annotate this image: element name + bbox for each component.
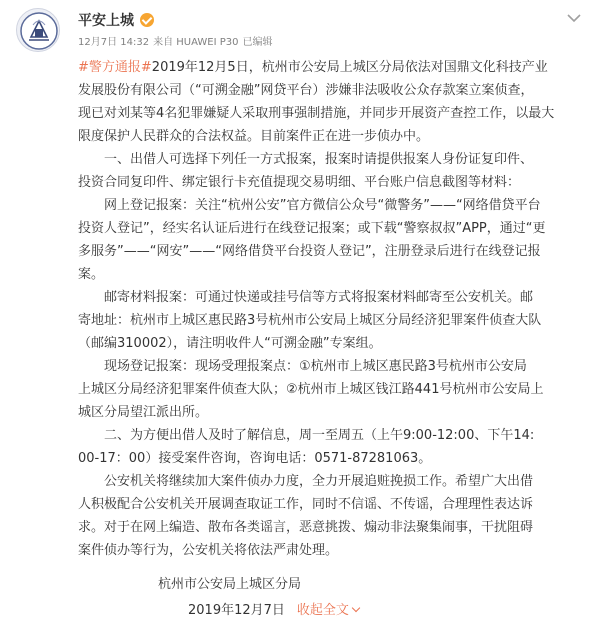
post-text-line xyxy=(78,194,588,217)
post-text-segment: 00-17：00）接受案件咨询，咨询电话：0571-87281063。 xyxy=(78,451,432,466)
post-text-line xyxy=(78,355,588,378)
post-text-segment: 2019年12月5日，杭州市公安局上城区分局依法对国鼎文化科技产业 xyxy=(151,60,548,75)
signature-text: 杭州市公安局上城区分局 xyxy=(158,577,302,592)
post-source: 来自 HUAWEI P30 xyxy=(153,37,239,48)
account-name-text[interactable]: 平安上城 xyxy=(78,13,134,29)
chevron-down-icon[interactable] xyxy=(566,12,582,24)
post-header xyxy=(0,0,600,56)
post-text-segment: 投资合同复印件、绑定银行卡充值提现交易明细、平台账户信息截图等材料： xyxy=(78,175,521,190)
account-name[interactable] xyxy=(78,12,154,30)
post-text-line xyxy=(78,286,588,309)
post-text-segment: 限度保护人民群众的合法权益。目前案件正在进一步侦办中。 xyxy=(78,129,430,144)
collapse-text-link[interactable]: 收起全文 xyxy=(297,603,359,618)
post-text-segment: 案。 xyxy=(78,267,105,282)
post-text-line xyxy=(78,263,588,286)
post-text-line xyxy=(78,424,588,447)
post-text-segment: 城区分局望江派出所。 xyxy=(78,405,209,420)
post-text-line xyxy=(78,309,588,332)
post-text-line xyxy=(78,539,588,562)
post-text-segment: 一、出借人可选择下列任一方式报案，报案时请提供报案人身份证复印件、 xyxy=(104,152,534,167)
verified-badge-icon xyxy=(140,13,154,27)
hashtag-link[interactable]: #警方通报# xyxy=(78,60,152,75)
sign-date: 2019年12月7日 xyxy=(188,603,285,618)
post-text-segment: 二、为方便出借人及时了解信息，周一至周五（上午9:00-12:00、下午14: xyxy=(104,428,535,443)
post-text-line xyxy=(78,378,588,401)
post-text-line xyxy=(78,240,588,263)
post-text-segment: 案件侦办等行为，公安机关将依法严肃处理。 xyxy=(78,543,339,558)
post-text-line xyxy=(78,516,588,539)
post-meta xyxy=(78,36,273,50)
post-text-segment: 投资人登记”，经实名认证后进行在线登记报案；或下载“警察叔叔”APP，通过“更 xyxy=(78,221,546,236)
post-text-line xyxy=(78,470,588,493)
post-text-line xyxy=(78,171,588,194)
post-text-segment: 多服务”——“网安”——“网络借贷平台投资人登记”，注册登录后进行在线登记报 xyxy=(78,244,541,259)
post-text-segment: 发展股份有限公司（“可溯金融”网贷平台）涉嫌非法吸收公众存款案立案侦查， xyxy=(78,83,534,98)
post-body xyxy=(78,56,588,624)
post-text-line xyxy=(78,79,588,102)
post-text-segment: 寄地址：杭州市上城区惠民路3号杭州市公安局上城区分局经济犯罪案件侦查大队 xyxy=(78,313,542,328)
post-text-line xyxy=(78,56,588,79)
post-text-line xyxy=(78,217,588,240)
post-text-line xyxy=(78,401,588,424)
post-text-line xyxy=(78,447,588,470)
edited-label[interactable]: 已编辑 xyxy=(242,37,273,48)
post-text-segment: （邮编310002），请注明收件人“可溯金融”专案组。 xyxy=(78,336,382,351)
post-text-segment: 上城区分局经济犯罪案件侦查大队；②杭州市上城区钱江路441号杭州市公安局上 xyxy=(78,382,544,397)
post-date[interactable]: 12月7日 14:32 xyxy=(78,37,150,48)
signature xyxy=(78,572,588,598)
post-text-segment: 现已对刘某等4名犯罪嫌疑人采取刑事强制措施，并同步开展资产查控工作，以最大 xyxy=(78,106,555,121)
avatar[interactable] xyxy=(16,8,60,52)
post-text-segment: 人积极配合公安机关开展调查取证工作，同时不信谣、不传谣，合理理性表达诉 xyxy=(78,497,534,512)
post-text-segment: 求。对于在网上编造、散布各类谣言，恶意挑拨、煽动非法聚集闹事，干扰阻碍 xyxy=(78,520,534,535)
post-text-line xyxy=(78,125,588,148)
post-text-segment: 邮寄材料报案：可通过快递或挂号信等方式将报案材料邮寄至公安机关。邮 xyxy=(104,290,534,305)
post-text-segment: 公安机关将继续加大案件侦办力度，全力开展追赃挽损工作。希望广大出借 xyxy=(104,474,534,489)
post-text-line xyxy=(78,102,588,125)
post-text xyxy=(78,56,588,562)
sign-date-row xyxy=(78,598,588,624)
post-text-line xyxy=(78,493,588,516)
post-text-segment: 网上登记报案：关注“杭州公安”官方微信公众号“微警务”——“网络借贷平台 xyxy=(104,198,541,213)
post-text-line xyxy=(78,332,588,355)
post-text-line xyxy=(78,148,588,171)
police-emblem-icon xyxy=(17,9,60,52)
post-text-segment: 现场登记报案：现场受理报案点：①杭州市上城区惠民路3号杭州市公安局 xyxy=(104,359,527,374)
